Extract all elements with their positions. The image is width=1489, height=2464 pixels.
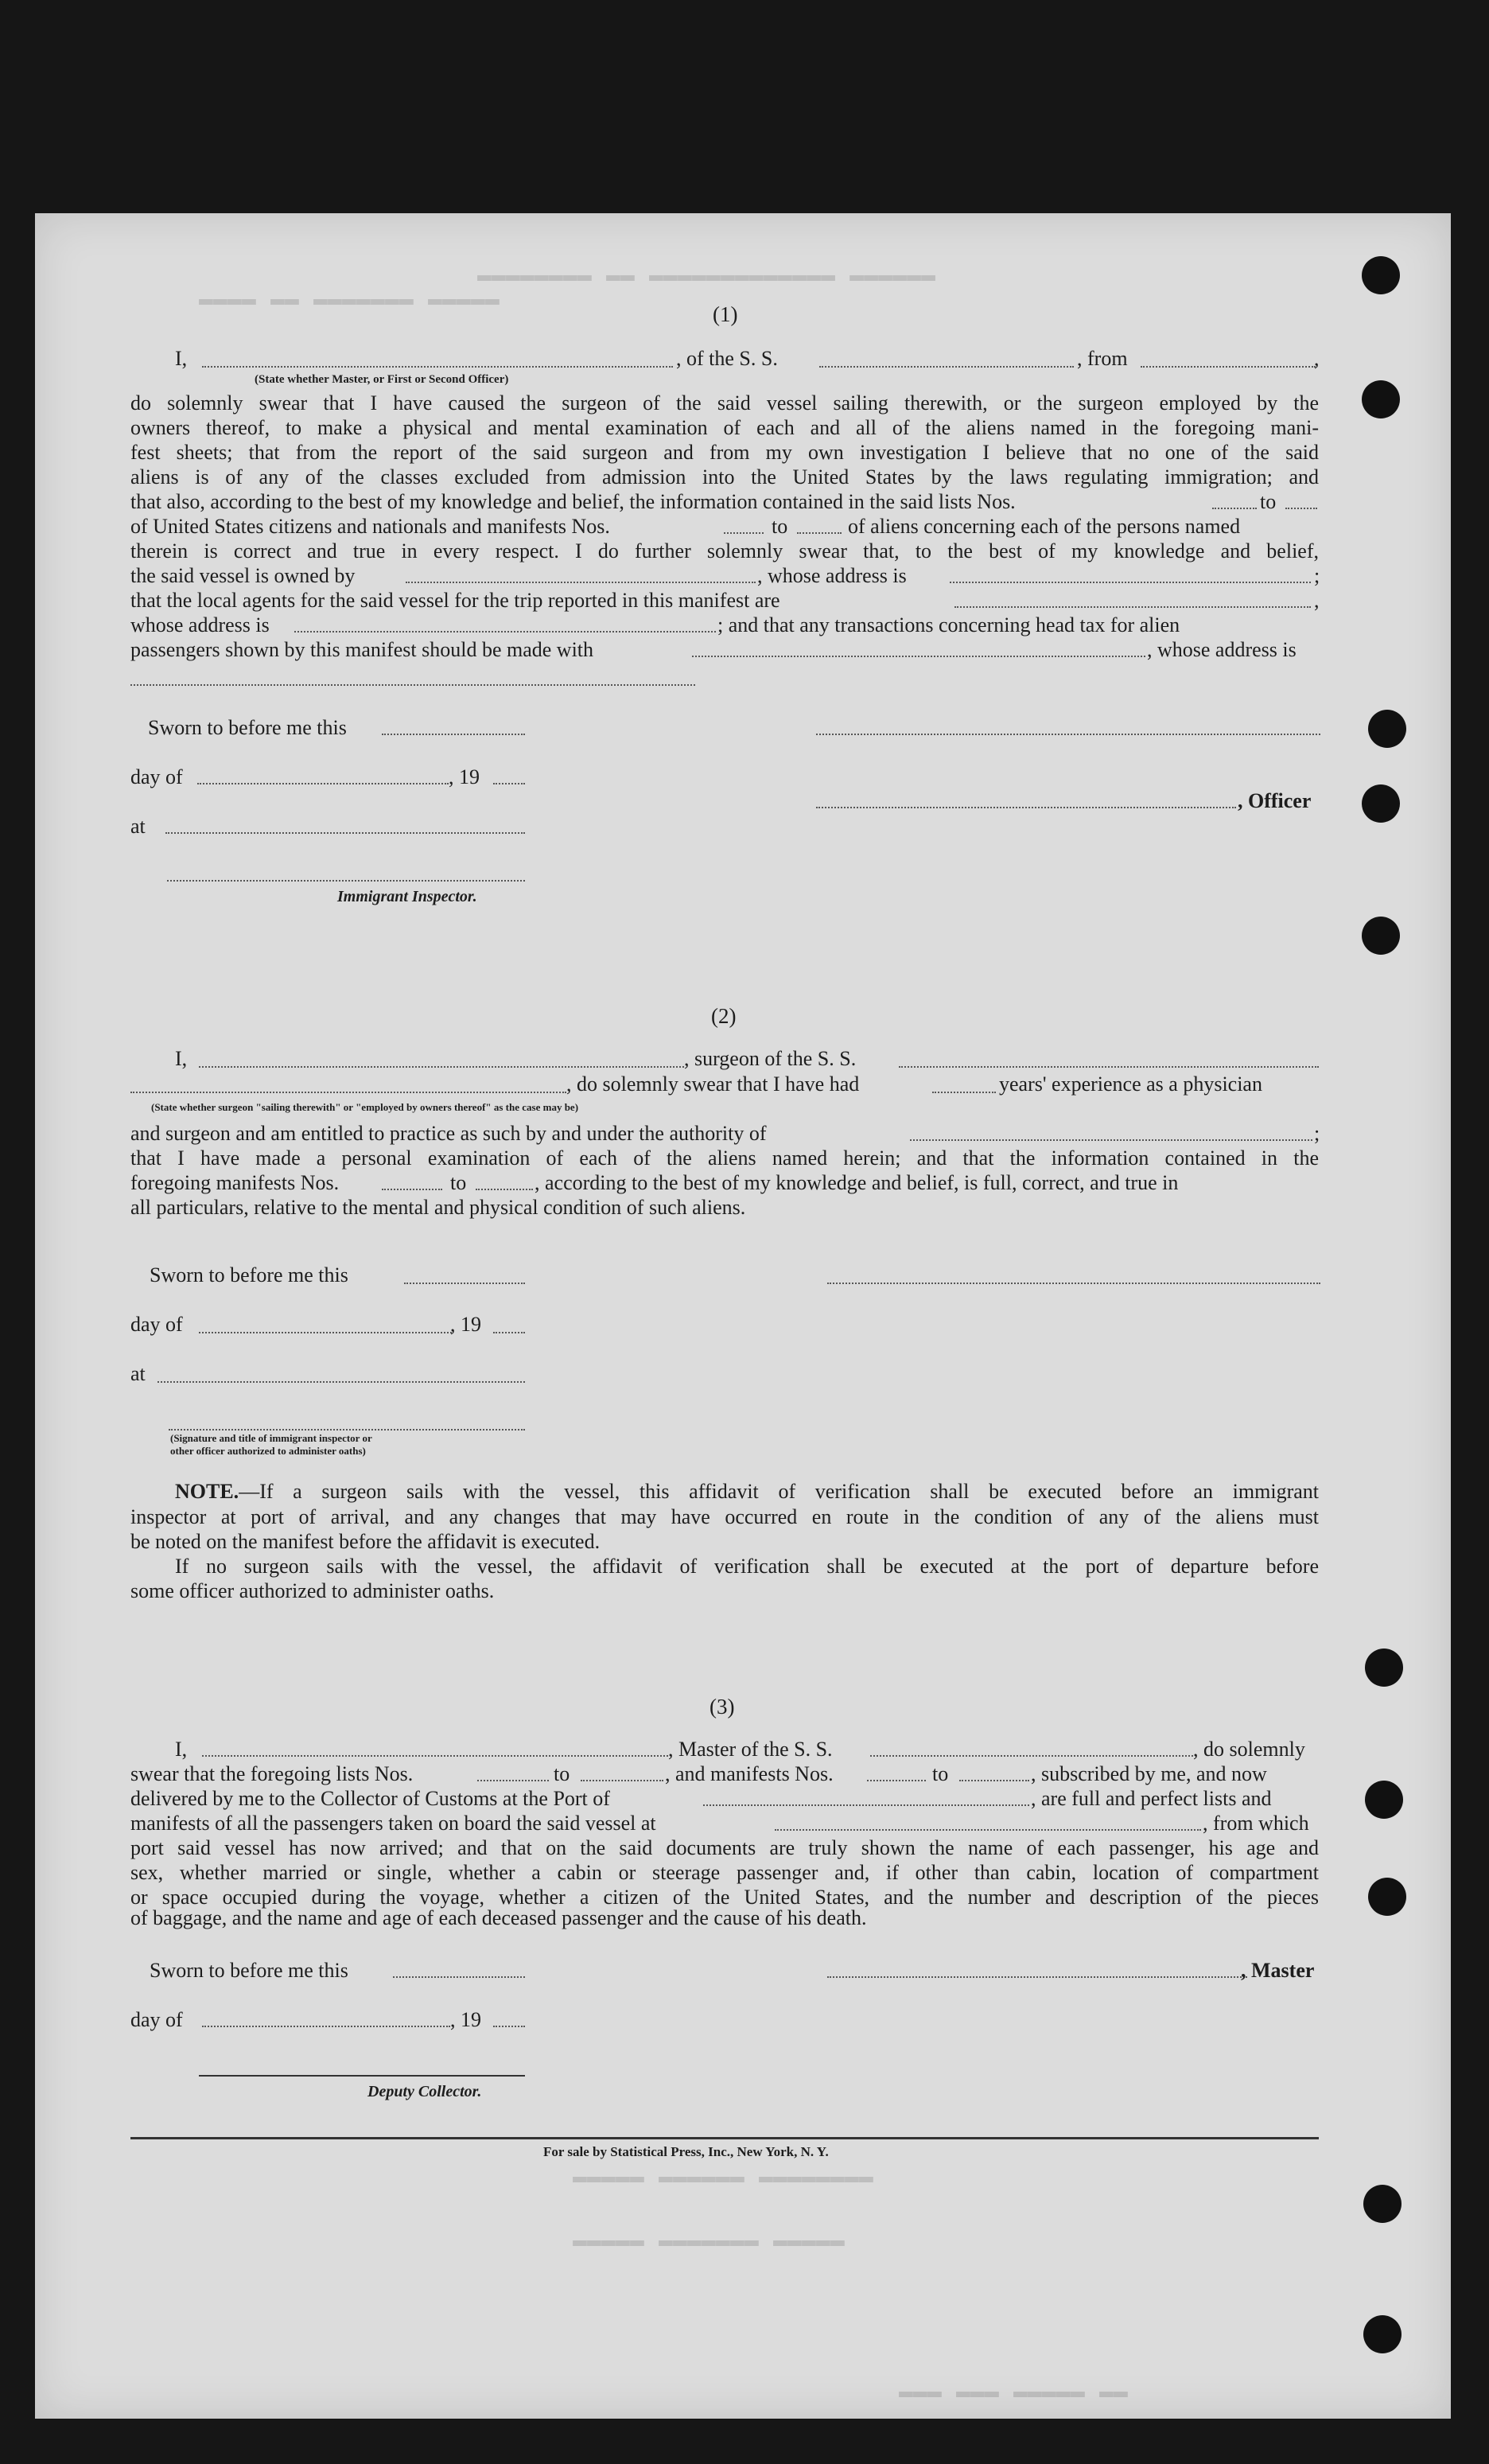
s2-signature-note: other officer authorized to administer oaths) <box>170 1445 366 1457</box>
s1-manifests-to-field <box>797 532 842 534</box>
s3-master-signature-field <box>827 1976 1247 1978</box>
s3-body-line: of baggage, and the name and age of each deceased passenger and the cause of his death. <box>130 1906 867 1929</box>
s1-sworn-field <box>382 734 525 735</box>
s2-manifests-line: foregoing manifests Nos. <box>130 1171 340 1194</box>
s1-ship-field <box>819 366 1074 368</box>
s3-manifests: , and manifests Nos. <box>665 1762 834 1785</box>
s1-body-line: owners thereof, to make a physical and mental examination of each and all of the aliens named in the foregoing mani- <box>130 416 1319 439</box>
s1-headtax-address: , whose address is <box>1147 638 1297 661</box>
s2-manifests-to: to <box>450 1171 467 1194</box>
s3-port-end: , are full and perfect lists and <box>1031 1787 1272 1810</box>
binder-hole <box>1368 710 1406 748</box>
bleed-through-mark: ▬▬▬▬▬▬▬▬ ▬▬ ▬▬▬▬▬▬▬▬▬▬▬▬▬ ▬▬▬▬▬▬ <box>477 263 936 290</box>
s3-port-line: delivered by me to the Collector of Customs at the Port of <box>130 1787 610 1810</box>
s1-headtax-line: ; and that any transactions concerning head tax for alien <box>717 613 1180 636</box>
s2-years-field <box>932 1092 996 1093</box>
section-2-heading: (2) <box>711 1004 737 1028</box>
s1-manifests-end: of aliens concerning each of the persons named <box>848 515 1241 538</box>
s3-manifests-to: to <box>932 1762 949 1785</box>
binder-hole <box>1362 917 1400 955</box>
s3-day-field <box>202 2026 450 2027</box>
binder-hole <box>1365 1649 1403 1687</box>
s1-from-field <box>1141 366 1316 368</box>
s1-agents-field <box>954 606 1311 608</box>
bleed-through-mark: ▬▬▬▬▬ ▬▬▬▬▬▬ ▬▬▬▬▬▬▬▬ <box>573 2164 874 2191</box>
s2-day-label: day of <box>130 1313 183 1336</box>
s2-signature-note: (Signature and title of immigrant inspector or <box>170 1432 372 1444</box>
s1-at-label: at <box>130 815 146 838</box>
s2-sworn-label: Sworn to before me this <box>150 1263 348 1286</box>
s2-surgeon-signature-field <box>827 1283 1320 1284</box>
s3-sworn-field <box>393 1976 525 1978</box>
s3-subscribed: , subscribed by me, and now <box>1031 1762 1267 1785</box>
s2-body-line: that I have made a personal examination of each of the aliens named herein; and that the information contained in the <box>130 1146 1319 1170</box>
s1-owner-field <box>406 582 756 583</box>
s3-deputy-signature-field <box>199 2075 525 2077</box>
s2-ship-field <box>899 1066 1319 1068</box>
s2-manifests-end: , according to the best of my knowledge and belief, is full, correct, and true in <box>535 1171 1179 1194</box>
s1-manifests-line: of United States citizens and nationals and manifests Nos. <box>130 515 610 538</box>
s3-lists-to-field <box>581 1780 663 1781</box>
s1-officer-signature-field <box>816 807 1236 808</box>
s1-owner-address-field <box>950 582 1311 583</box>
s1-body-line: therein is correct and true in every respect. I do further solemnly swear that, to the best of my knowledge and belief, <box>130 539 1319 562</box>
s2-year-label: , 19 <box>450 1313 481 1336</box>
s1-owned-end: ; <box>1314 564 1320 587</box>
s1-line-1-end: , <box>1314 347 1320 370</box>
s3-manifests-to-field <box>959 1780 1029 1781</box>
s1-body-line: fest sheets; that from the report of the said surgeon and from my own investigation I believe that no one of the said <box>130 441 1319 464</box>
note-line: some officer authorized to administer oaths. <box>130 1579 495 1602</box>
s1-manifests-to: to <box>772 515 788 538</box>
s1-headtax-field <box>692 656 1145 657</box>
s1-inspector-signature-field <box>167 880 525 882</box>
s3-name-field <box>202 1755 668 1757</box>
s1-line-1-from: , from <box>1077 347 1128 370</box>
s3-vessel-end: , from which <box>1203 1812 1309 1835</box>
s2-line-1-ship: , surgeon of the S. S. <box>684 1047 857 1070</box>
note-line-1 <box>175 1480 1319 1504</box>
s3-body-line: port said vessel has now arrived; and that on the said documents are truly shown the name of each passenger, his age and <box>130 1836 1319 1859</box>
s3-line-1-end: , do solemnly <box>1193 1738 1305 1761</box>
s2-surgeon-note: (State whether surgeon "sailing therewith" or "employed by owners thereof" as the case may be) <box>151 1101 579 1113</box>
s2-at-field <box>157 1381 525 1383</box>
s3-sworn-label: Sworn to before me this <box>150 1959 348 1982</box>
s3-vessel-at-field <box>775 1829 1201 1831</box>
binder-hole <box>1362 256 1400 294</box>
s2-status-field <box>130 1092 566 1093</box>
s2-name-field <box>199 1066 684 1068</box>
s3-lists-to: to <box>554 1762 570 1785</box>
s3-body-line: sex, whether married or single, whether a cabin or steerage passenger and, if other than cabin, location of compartment <box>130 1861 1319 1884</box>
s1-agents-line: that the local agents for the said vessel for the trip reported in this manifest are <box>130 589 780 612</box>
note-line: If no surgeon sails with the vessel, the affidavit of verification shall be executed at the port of departure before <box>175 1555 1319 1578</box>
s1-line-1-i: I, <box>175 347 188 370</box>
s3-lists-from-field <box>477 1780 549 1781</box>
s3-manifests-from-field <box>867 1780 926 1781</box>
s3-line-1-ship: , Master of the S. S. <box>668 1738 833 1761</box>
bleed-through-mark: ▬▬▬ ▬▬▬ ▬▬▬▬▬ ▬▬ <box>899 2379 1129 2406</box>
s1-lists-to: to <box>1260 490 1277 513</box>
s2-authority-line: and surgeon and am entitled to practice as such by and under the authority of <box>130 1122 767 1145</box>
s3-lists-line: swear that the foregoing lists Nos. <box>130 1762 414 1785</box>
s2-manifests-from-field <box>382 1189 442 1190</box>
s1-inspector-label: Immigrant Inspector. <box>337 888 477 905</box>
s3-master-label: , Master <box>1241 1959 1315 1982</box>
bleed-through-mark: ▬▬▬▬ ▬▬ ▬▬▬▬▬▬▬ ▬▬▬▬▬ <box>199 286 500 313</box>
s3-year-label: , 19 <box>450 2008 481 2031</box>
note-label: NOTE. <box>175 1480 239 1503</box>
section-3-heading: (3) <box>710 1695 735 1719</box>
s3-day-label: day of <box>130 2008 183 2031</box>
s1-officer-note: (State whether Master, or First or Second Officer) <box>255 373 509 386</box>
s1-day-field <box>197 783 449 784</box>
s1-lists-from-field <box>1212 508 1257 509</box>
s2-year-field <box>493 1332 525 1333</box>
s2-sworn-field <box>404 1283 525 1284</box>
s1-body-line: aliens is of any of the classes excluded from admission into the United States by the laws regulating immigration; and <box>130 465 1319 489</box>
section-1-heading: (1) <box>713 302 738 326</box>
bleed-through-mark: ▬▬▬▬▬ ▬▬▬▬▬▬▬ ▬▬▬▬▬ <box>573 2228 846 2255</box>
binder-hole <box>1362 380 1400 418</box>
note-line: be noted on the manifest before the affidavit is executed. <box>130 1530 601 1553</box>
s2-day-field <box>199 1332 452 1333</box>
s3-line-1-i: I, <box>175 1738 188 1761</box>
s1-agent-address-line: whose address is <box>130 613 270 636</box>
s1-headtax-address-field <box>130 684 695 686</box>
s1-year-field <box>493 783 525 784</box>
note-text: —If a surgeon sails with the vessel, this affidavit of verification shall be executed before an immigrant <box>239 1480 1319 1503</box>
note-line: inspector at port of arrival, and any changes that may have occurred en route in the condition of any of the aliens must <box>130 1505 1319 1528</box>
s2-line-1-i: I, <box>175 1047 188 1070</box>
s1-body-line: do solemnly swear that I have caused the surgeon of the said vessel sailing therewith, or the surgeon employed by the <box>130 391 1319 415</box>
footer-rule <box>130 2137 1319 2139</box>
s1-officer-label: , Officer <box>1238 789 1312 812</box>
s3-vessel-line: manifests of all the passengers taken on board the said vessel at <box>130 1812 656 1835</box>
binder-hole <box>1362 784 1400 823</box>
s1-day-label: day of <box>130 765 183 788</box>
s1-line-1-ship: , of the S. S. <box>676 347 778 370</box>
s2-inspector-signature-field <box>169 1429 525 1431</box>
s1-agent-address-field <box>294 631 716 633</box>
binder-hole <box>1363 2315 1402 2353</box>
binder-hole <box>1365 1781 1403 1819</box>
s1-year-label: , 19 <box>449 765 480 788</box>
s1-sworn-label: Sworn to before me this <box>148 716 347 739</box>
s1-lists-to-field <box>1285 508 1317 509</box>
s2-authority-end: ; <box>1314 1122 1320 1145</box>
s3-year-field <box>493 2026 525 2027</box>
s1-officer-signature-top <box>816 734 1320 735</box>
s1-passengers-line: passengers shown by this manifest should be made with <box>130 638 594 661</box>
s2-body-line: all particulars, relative to the mental and physical condition of such aliens. <box>130 1196 746 1219</box>
s2-at-label: at <box>130 1362 146 1385</box>
binder-hole <box>1363 2185 1402 2223</box>
s1-lists-line: that also, according to the best of my knowledge and belief, the information contained in the said lists Nos. <box>130 490 1016 513</box>
s1-manifests-from-field <box>724 532 764 534</box>
s1-at-field <box>165 832 525 834</box>
s3-ship-field <box>870 1755 1193 1757</box>
s1-owner-address: , whose address is <box>757 564 907 587</box>
printer-credit: For sale by Statistical Press, Inc., New York, N. Y. <box>543 2144 829 2159</box>
s1-agents-end: , <box>1314 589 1320 612</box>
binder-hole <box>1368 1878 1406 1916</box>
s3-port-field <box>703 1804 1029 1806</box>
s3-body-line: or space occupied during the voyage, whether a citizen of the United States, and the number and description of the pieces <box>130 1886 1319 1909</box>
s2-line-2-end: years' experience as a physician <box>999 1072 1262 1096</box>
s1-owned-line: the said vessel is owned by <box>130 564 356 587</box>
s3-deputy-label: Deputy Collector. <box>367 2083 482 2100</box>
s2-line-2: , do solemnly swear that I have had <box>566 1072 860 1096</box>
s2-manifests-to-field <box>476 1189 533 1190</box>
s2-authority-field <box>910 1139 1312 1141</box>
